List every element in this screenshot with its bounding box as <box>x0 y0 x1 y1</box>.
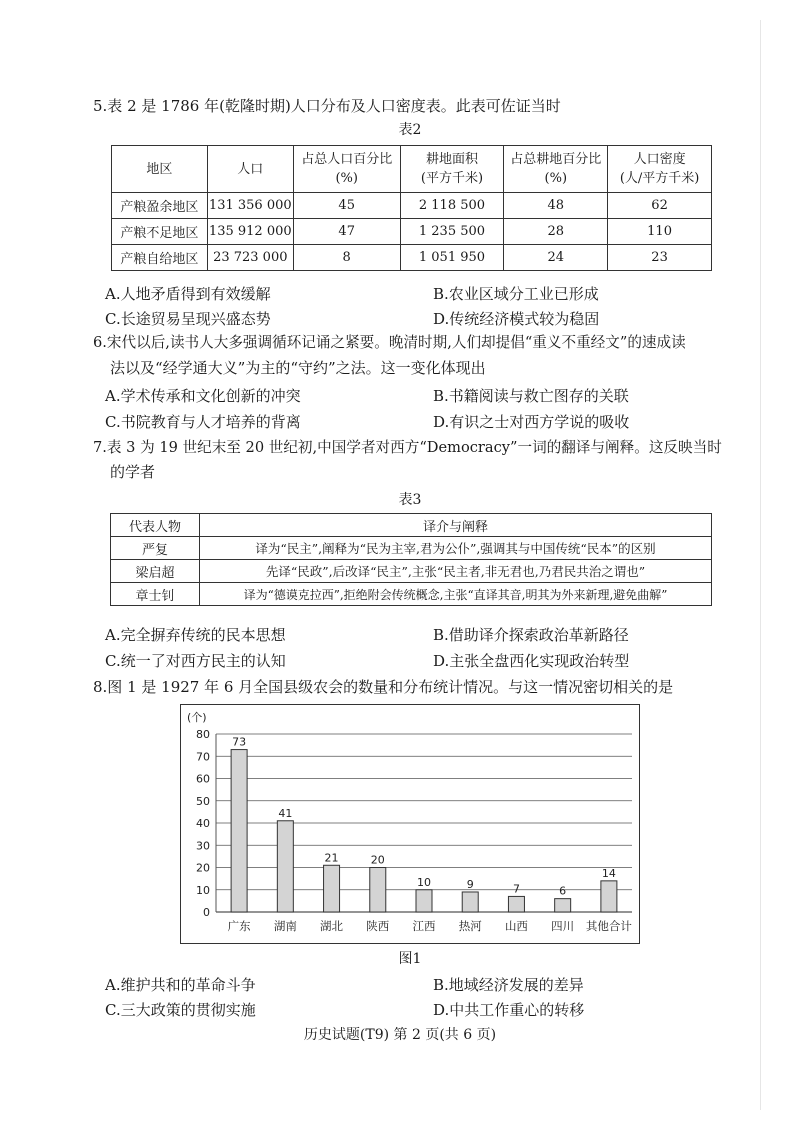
table-cell: 62 <box>608 193 712 219</box>
bar <box>324 865 340 912</box>
table-cell: 产粮不足地区 <box>112 219 208 245</box>
table-cell: 译为“民主”,阐释为“民为主宰,君为公仆”,强调其与中国传统“民本”的区别 <box>200 537 712 560</box>
q5-option-a[interactable]: A.人地矛盾得到有效缓解 <box>105 285 271 303</box>
q6-option-d[interactable]: D.有识之士对西方学说的吸收 <box>433 413 630 431</box>
table-cell: 章士钊 <box>111 583 200 606</box>
table-cell: 24 <box>504 245 608 271</box>
table-row <box>112 245 712 271</box>
y-tick-labels <box>196 728 210 919</box>
table-cell: 译为“德谟克拉西”,拒绝附会传统概念,主张“直译其音,明其为外来新理,避免曲解” <box>200 583 712 606</box>
y-tick-label: 0 <box>203 906 210 919</box>
q8-option-a[interactable]: A.维护共和的革命斗争 <box>105 976 256 994</box>
table-cell: 28 <box>504 219 608 245</box>
q5-stem: 5.表 2 是 1786 年(乾隆时期)人口分布及人口密度表。此表可佐证当时 <box>93 97 561 115</box>
q6-stem-line2: 法以及“经学通大义”为主的“守约”之法。这一变化体现出 <box>110 359 486 377</box>
bar-value-label: 6 <box>559 884 567 898</box>
bar <box>601 881 617 912</box>
page-footer: 历史试题(T9) 第 2 页(共 6 页) <box>303 1027 497 1043</box>
table2-header: 人口密度 (人/平方千米) <box>608 146 712 193</box>
table-row <box>112 219 712 245</box>
category-label: 广东 <box>227 919 251 933</box>
table-cell: 1 051 950 <box>400 245 504 271</box>
table-cell: 产粮自给地区 <box>112 245 208 271</box>
category-label: 其他合计 <box>585 919 632 933</box>
category-label: 湖北 <box>320 919 344 933</box>
category-labels <box>228 919 633 933</box>
table-cell: 48 <box>504 193 608 219</box>
q8-option-b[interactable]: B.地域经济发展的差异 <box>433 976 584 994</box>
table-row <box>111 560 712 583</box>
table-cell: 产粮盈余地区 <box>112 193 208 219</box>
y-tick-label: 40 <box>196 817 210 830</box>
bar <box>555 899 571 912</box>
table-cell: 严复 <box>111 537 200 560</box>
bar-value-label: 21 <box>324 851 339 865</box>
q5-option-d[interactable]: D.传统经济模式较为稳固 <box>433 310 600 328</box>
y-tick-label: 20 <box>196 861 210 875</box>
table-cell: 47 <box>293 219 400 245</box>
table3-header: 代表人物 <box>111 514 200 537</box>
table2-header: 地区 <box>112 146 208 193</box>
bar-value-label: 73 <box>232 735 247 749</box>
table-cell: 110 <box>608 219 712 245</box>
q8-option-d[interactable]: D.中共工作重心的转移 <box>433 1001 585 1019</box>
category-label: 湖南 <box>273 919 297 933</box>
table2-header: 占总耕地百分比 (%) <box>504 146 608 193</box>
figure1-caption: 图1 <box>398 951 422 967</box>
bar-value-label: 20 <box>370 853 385 867</box>
table3-header: 译介与阐释 <box>200 514 712 537</box>
table-2 <box>111 145 712 271</box>
table2-header: 占总人口百分比 (%) <box>293 146 400 193</box>
table-cell: 8 <box>293 245 400 271</box>
q8-option-c[interactable]: C.三大政策的贯彻实施 <box>105 1001 256 1019</box>
bar-value-label: 10 <box>417 875 431 889</box>
q6-stem-line1: 6.宋代以后,读书人大多强调循环记诵之紧要。晚清时期,人们却提倡“重义不重经文”的速成读 <box>93 334 686 351</box>
table3-header-row <box>111 514 712 537</box>
table-row <box>111 583 712 606</box>
table-cell: 45 <box>293 193 400 219</box>
table-3 <box>110 513 712 606</box>
table3-caption: 表3 <box>398 492 422 508</box>
category-label: 江西 <box>412 919 436 933</box>
q7-option-a[interactable]: A.完全摒弃传统的民本思想 <box>105 626 286 644</box>
q5-option-c[interactable]: C.长途贸易呈现兴盛态势 <box>105 310 271 328</box>
q8-stem: 8.图 1 是 1927 年 6 月全国县级农会的数量和分布统计情况。与这一情况密切相关的是 <box>93 678 674 696</box>
table-cell: 135 912 000 <box>207 219 293 245</box>
q7-option-c[interactable]: C.统一了对西方民主的认知 <box>105 652 286 670</box>
table2-caption: 表2 <box>398 122 422 138</box>
table2-header-row <box>112 146 712 193</box>
q5-option-b[interactable]: B.农业区域分工业已形成 <box>433 285 599 303</box>
y-tick-label: 70 <box>196 750 210 764</box>
table2-header: 人口 <box>207 146 293 193</box>
bar-chart <box>180 704 640 944</box>
table2-header: 耕地面积 (平方千米) <box>400 146 504 193</box>
q6-option-a[interactable]: A.学术传承和文化创新的冲突 <box>105 387 301 405</box>
category-label: 热河 <box>458 919 482 933</box>
q7-stem-line1: 7.表 3 为 19 世纪末至 20 世纪初,中国学者对西方“Democracy”一词的翻译与阐释。这反映当时 <box>93 439 722 456</box>
q7-stem-line2: 的学者 <box>110 463 156 481</box>
table-row <box>111 537 712 560</box>
y-axis-label: (个) <box>187 711 207 724</box>
table-cell: 131 356 000 <box>207 193 293 219</box>
q6-option-c[interactable]: C.书院教育与人才培养的背离 <box>105 413 301 431</box>
table-cell: 23 <box>608 245 712 271</box>
category-label: 山西 <box>504 919 528 933</box>
category-label: 陕西 <box>366 919 390 933</box>
y-tick-label: 50 <box>196 794 210 808</box>
q7-option-d[interactable]: D.主张全盘西化实现政治转型 <box>433 652 630 670</box>
bar <box>370 868 386 913</box>
bar <box>508 896 524 912</box>
table-cell: 先译“民政”,后改译“民主”,主张“民主者,非无君也,乃君民共治之谓也” <box>200 560 712 583</box>
y-tick-label: 80 <box>196 728 210 741</box>
table-cell: 23 723 000 <box>207 245 293 271</box>
y-tick-label: 60 <box>196 772 210 786</box>
y-tick-label: 10 <box>196 883 210 897</box>
q7-option-b[interactable]: B.借助译介探索政治革新路径 <box>433 626 629 644</box>
bar-value-label: 7 <box>512 882 520 896</box>
bar <box>231 750 247 912</box>
bar-value-label: 41 <box>278 806 293 820</box>
q6-option-b[interactable]: B.书籍阅读与救亡图存的关联 <box>433 387 629 405</box>
bar-value-label: 9 <box>466 877 474 891</box>
bar <box>462 892 478 912</box>
table-cell: 1 235 500 <box>400 219 504 245</box>
table-cell: 梁启超 <box>111 560 200 583</box>
page-edge-shadow <box>760 20 761 1110</box>
bar <box>416 890 432 912</box>
y-tick-label: 30 <box>196 839 210 853</box>
bar-value-label: 14 <box>601 866 616 880</box>
category-label: 四川 <box>551 919 575 933</box>
bar <box>277 821 293 912</box>
table-cell: 2 118 500 <box>400 193 504 219</box>
table-row <box>112 193 712 219</box>
